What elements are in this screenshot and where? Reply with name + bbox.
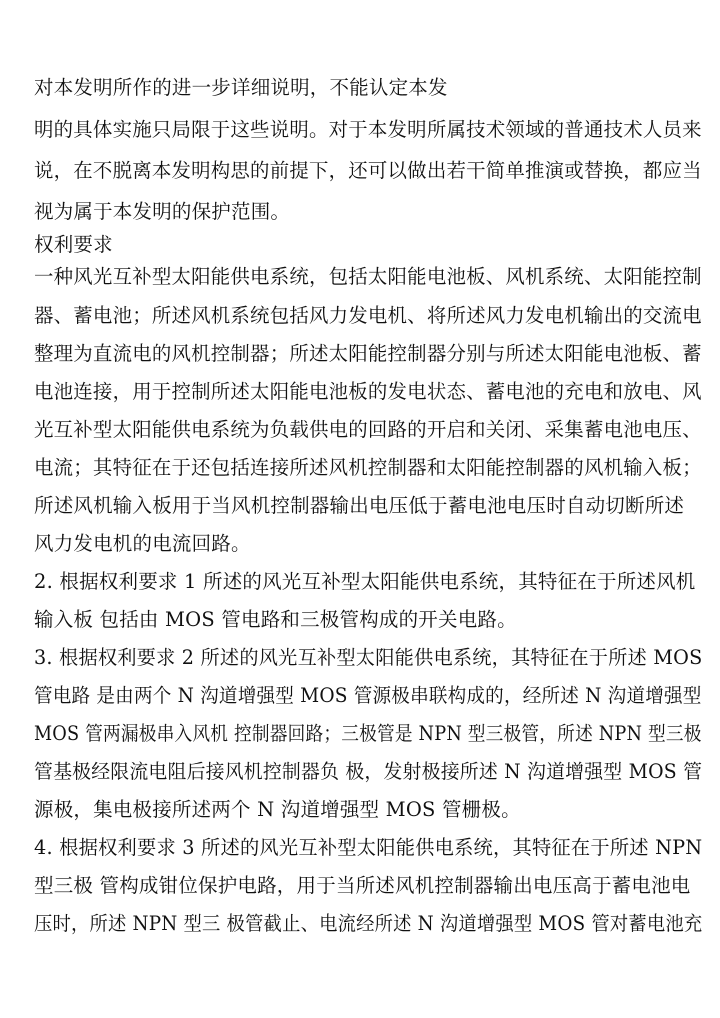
- section-heading-claims: 权利要求: [34, 233, 113, 256]
- text-line-21: 4. 根据权利要求 3 所述的风光互补型太阳能供电系统，其特征在于所述 NPN: [34, 836, 703, 859]
- text-line-11: 电流；其特征在于还包括连接所述风机控制器和太阳能控制器的风机输入板；: [34, 456, 702, 479]
- text-line-19: 管基极经限流电阻后接风机控制器负 极，发射极接所述 N 沟道增强型 MOS 管: [34, 760, 703, 783]
- text-line-4: 视为属于本发明的保护范围。: [34, 200, 291, 223]
- text-line-23: 压时，所述 NPN 型三 极管截止、电流经所述 N 沟道增强型 MOS 管对蓄电池充: [34, 912, 703, 935]
- text-line-8: 整理为直流电的风机控制器；所述太阳能控制器分别与所述太阳能电池板、蓄: [34, 342, 702, 365]
- text-line-1: 对本发明所作的进一步详细说明，不能认定本发: [34, 76, 448, 99]
- text-line-6: 一种风光互补型太阳能供电系统，包括太阳能电池板、风机系统、太阳能控制: [34, 265, 702, 288]
- text-line-10: 光互补型太阳能供电系统为负载供电的回路的开启和关闭、采集蓄电池电压、: [34, 418, 702, 441]
- text-line-13: 风力发电机的电流回路。: [34, 532, 251, 555]
- text-line-2: 明的具体实施只局限于这些说明。对于本发明所属技术领域的普通技术人员来: [34, 118, 702, 141]
- text-line-22: 型三极 管构成钳位保护电路，用于当所述风机控制器输出电压高于蓄电池电: [34, 874, 691, 897]
- text-line-9: 电池连接，用于控制所述太阳能电池板的发电状态、蓄电池的充电和放电、风: [34, 380, 702, 403]
- text-line-17: 管电路 是由两个 N 沟道增强型 MOS 管源极串联构成的，经所述 N 沟道增强型: [34, 684, 702, 707]
- text-line-15: 输入板 包括由 MOS 管电路和三极管构成的开关电路。: [34, 608, 517, 631]
- text-line-20: 源极，集电极接所述两个 N 沟道增强型 MOS 管栅极。: [34, 798, 521, 821]
- text-line-18: MOS 管两漏极串入风机 控制器回路；三极管是 NPN 型三极管，所述 NPN 型三极: [34, 722, 702, 745]
- text-line-3: 说，在不脱离本发明构思的前提下，还可以做出若干简单推演或替换，都应当: [34, 159, 702, 182]
- text-line-16: 3. 根据权利要求 2 所述的风光互补型太阳能供电系统，其特征在于所述 MOS: [34, 646, 703, 669]
- text-line-14: 2. 根据权利要求 1 所述的风光互补型太阳能供电系统，其特征在于所述风机: [34, 570, 696, 593]
- text-line-12: 所述风机输入板用于当风机控制器输出电压低于蓄电池电压时自动切断所述: [34, 494, 685, 517]
- text-line-7: 器、蓄电池；所述风机系统包括风力发电机、将所述风力发电机输出的交流电: [34, 304, 702, 327]
